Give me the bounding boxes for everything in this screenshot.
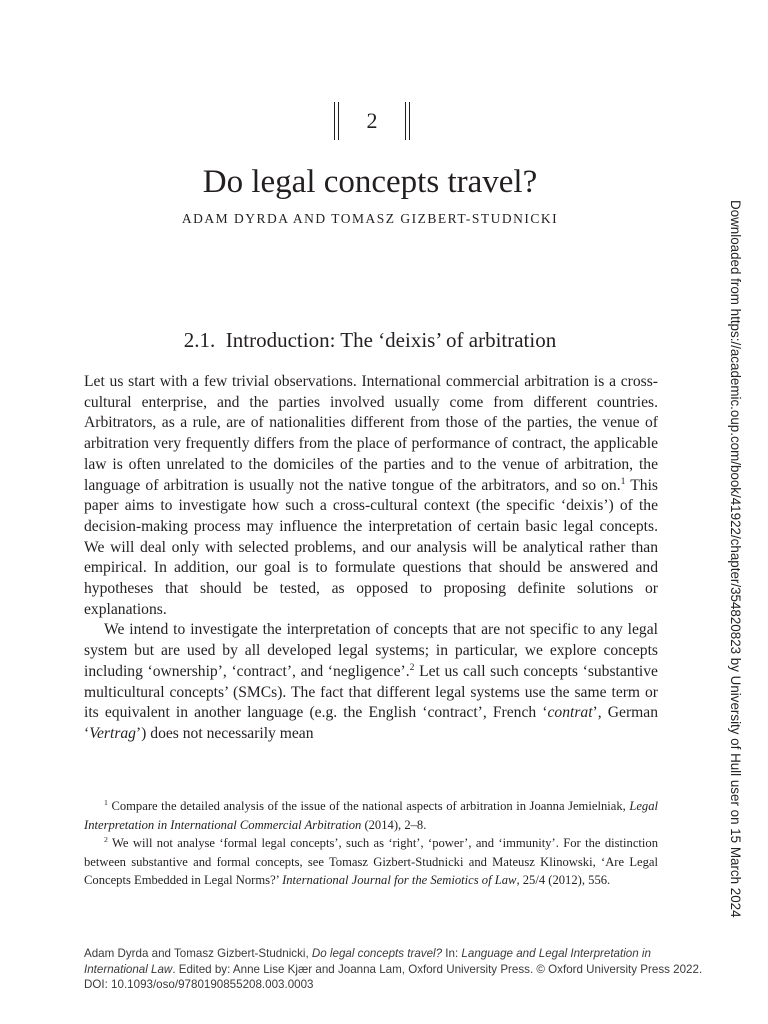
source-book-title: Language and Legal Interpretation in (461, 947, 651, 960)
footnote-citation-title: International Journal for the Semiotics of Law (282, 873, 517, 888)
chapter-number: 2 (366, 108, 378, 133)
source-authors: Adam Dyrda and Tomasz Gizbert-Studnicki, (84, 947, 312, 960)
section-heading: 2.1. Introduction: The ‘deixis’ of arbitration (183, 328, 557, 352)
body-text (84, 372, 658, 745)
ornament-rule (405, 102, 406, 140)
source-doi[interactable]: DOI: 10.1093/oso/9780190855208.003.0003 (84, 978, 314, 992)
footnote-ref-2[interactable]: 2 (409, 661, 415, 673)
footnote-text: Compare the detailed analysis of the issue of the national aspects of arbitration in Joanna Jemielniak, (107, 799, 630, 813)
footnote-text: , 25/4 (2012), 556. (516, 873, 611, 888)
source-chapter-title: Do legal concepts travel? (311, 947, 443, 960)
paragraph-text: This paper aims to investigate how such a cross-cultural context (the specific ‘deixis’) of the decision-making process may influence the interpretation of certain basic legal concepts. We will deal only with selected problems, and our analysis will be analytical rather than empirical. In addition, our goal is to formulate questions that should be answered and hypotheses that should be tested, as opposed to proposing definite solutions or explanations. (84, 476, 658, 618)
download-stamp-text: Downloaded from https://academic.oup.com/book/41922/chapter/354820823 by University of Hull user on 15 March 2024 (728, 200, 743, 918)
paragraph-text: ’) does not necessarily mean (135, 724, 314, 742)
paragraph-text: ’, German ‘ (84, 704, 658, 742)
source-book-title: International Law (84, 962, 173, 976)
term-contrat: contrat (547, 704, 593, 722)
ornament-rule (409, 102, 410, 140)
paragraph-text: Let us start with a few trivial observations. International commercial arbitration is a cross-cultural enterprise, and the parties involved usually come from different countries. Arbitrators, as a rule, are of nationalities different from those of the parties, the venue of arbitration very frequently differs from the place of performance of contract, the applicable law is often unrelated to the domiciles of the parties and to the venue of arbitration, the language of arbitration is usually not the native tongue of the arbitrators, and so on. (84, 373, 658, 494)
footnote-marker: 1 (104, 797, 108, 807)
source-in-label: In: (442, 947, 462, 960)
paragraph-2 (84, 620, 658, 744)
term-vertrag: Vertrag (89, 724, 136, 742)
paragraph-1 (84, 372, 658, 620)
footnote-text: We will not analyse ‘formal legal concepts’, such as ‘right’, ‘power’, and ‘immunity’. For the distinction between substantive and formal concepts, see Tomasz Gizbert-Studnicki and Mateusz Klinowski, ‘Are Legal Concepts Embedded in Legal Norms?’ (84, 836, 658, 888)
footnote-ref-1[interactable]: 1 (620, 475, 626, 487)
footnote-2 (84, 834, 658, 890)
footnote-text: (2014), 2–8. (361, 817, 427, 832)
chapter-source-note (84, 946, 703, 993)
footnote-marker: 2 (104, 835, 108, 844)
source-edition-info: . Edited by: Anne Lise Kjær and Joanna Lam, Oxford University Press. © Oxford University Press 2022. (172, 962, 703, 976)
paragraph-text: Let us call such concepts ‘substantive multicultural concepts’ (SMCs). The fact that different legal systems use the same term or its equivalent in another language (e.g. the English ‘contract’, French ‘ (84, 662, 658, 722)
footnote-1 (84, 797, 658, 834)
paragraph-text: We intend to investigate the interpretation of concepts that are not specific to any legal system but are used by all developed legal systems; in particular, we explore concepts including ‘ownership’, ‘contract’, and ‘negligence’. (84, 621, 658, 680)
source-note-line (84, 962, 703, 978)
source-note-line (84, 946, 651, 962)
footnotes (84, 797, 658, 890)
chapter-title: Do legal concepts travel? (202, 164, 538, 200)
download-watermark (724, 200, 746, 918)
chapter-authors: ADAM DYRDA AND TOMASZ GIZBERT-STUDNICKI (181, 211, 559, 226)
chapter-number-ornament (334, 102, 410, 140)
footnote-citation-title: Legal Interpretation in International Commercial Arbitration (84, 799, 658, 832)
